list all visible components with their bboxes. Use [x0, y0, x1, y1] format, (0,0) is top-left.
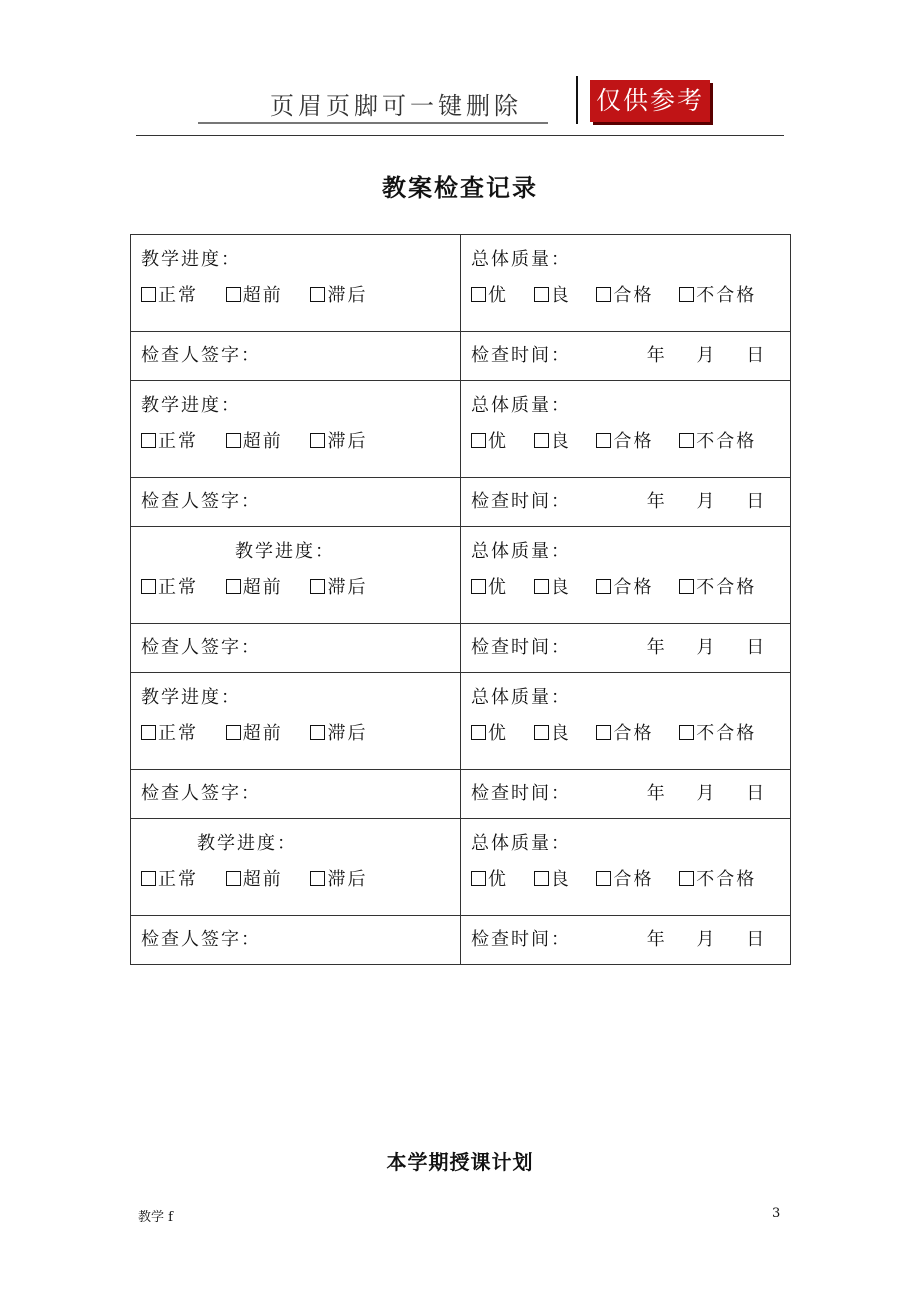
evaluation-row [131, 527, 791, 624]
checkbox[interactable] [226, 725, 241, 740]
checkbox[interactable] [679, 871, 694, 886]
evaluation-row [131, 819, 791, 916]
checkbox[interactable] [226, 433, 241, 448]
progress-option-normal[interactable]: 正常 [141, 867, 198, 893]
quality-options [471, 721, 790, 747]
quality-label: 总体质量： [471, 249, 571, 270]
quality-option-pass[interactable]: 合格 [596, 429, 653, 455]
checkbox[interactable] [471, 579, 486, 594]
time-label: 检查时间： [471, 491, 571, 512]
quality-option-fail[interactable]: 不合格 [679, 721, 756, 747]
date-month: 月 [696, 637, 717, 658]
quality-option-fail[interactable]: 不合格 [679, 575, 756, 601]
checkbox[interactable] [534, 287, 549, 302]
time-cell[interactable] [461, 770, 791, 819]
progress-option-ahead[interactable]: 超前 [226, 283, 283, 309]
quality-option-fail[interactable]: 不合格 [679, 283, 756, 309]
quality-options [471, 575, 790, 601]
progress-options [141, 867, 460, 893]
header-text: 页眉页脚可一键删除 [270, 92, 522, 120]
signature-row [131, 332, 791, 381]
quality-label: 总体质量： [471, 687, 571, 708]
signature-row [131, 624, 791, 673]
progress-option-ahead[interactable]: 超前 [226, 429, 283, 455]
date-month: 月 [696, 345, 717, 366]
quality-option-pass[interactable]: 合格 [596, 575, 653, 601]
page-number: 3 [772, 1206, 781, 1221]
quality-options [471, 283, 790, 309]
quality-cell [461, 381, 791, 478]
progress-option-normal[interactable]: 正常 [141, 283, 198, 309]
quality-option-excellent[interactable]: 优 [471, 575, 508, 601]
signer-label: 检查人签字： [141, 783, 261, 804]
quality-option-pass[interactable]: 合格 [596, 283, 653, 309]
signer-label: 检查人签字： [141, 637, 261, 658]
time-label: 检查时间： [471, 637, 571, 658]
time-cell[interactable] [461, 332, 791, 381]
progress-option-normal[interactable]: 正常 [141, 721, 198, 747]
evaluation-row [131, 381, 791, 478]
progress-label: 教学进度： [141, 687, 241, 708]
date-day: 日 [746, 783, 767, 804]
quality-option-good[interactable]: 良 [534, 429, 571, 455]
checkbox[interactable] [471, 287, 486, 302]
progress-label: 教学进度： [197, 833, 297, 854]
checkbox[interactable] [534, 579, 549, 594]
quality-option-good[interactable]: 良 [534, 721, 571, 747]
progress-cell [131, 527, 461, 624]
checkbox[interactable] [471, 725, 486, 740]
signer-label: 检查人签字： [141, 929, 261, 950]
quality-cell [461, 527, 791, 624]
reference-only-badge: 仅供参考 [590, 80, 710, 122]
quality-option-pass[interactable]: 合格 [596, 721, 653, 747]
time-label: 检查时间： [471, 345, 571, 366]
checkbox[interactable] [596, 433, 611, 448]
date-month: 月 [696, 929, 717, 950]
signature-row [131, 770, 791, 819]
progress-option-behind[interactable]: 滞后 [310, 867, 367, 893]
progress-option-behind[interactable]: 滞后 [310, 283, 367, 309]
quality-cell [461, 235, 791, 332]
progress-cell [131, 235, 461, 332]
signer-cell[interactable] [131, 770, 461, 819]
signer-label: 检查人签字： [141, 345, 261, 366]
quality-option-good[interactable]: 良 [534, 283, 571, 309]
checkbox[interactable] [310, 725, 325, 740]
quality-label: 总体质量： [471, 541, 571, 562]
header-divider [576, 76, 578, 124]
progress-cell [131, 381, 461, 478]
quality-option-excellent[interactable]: 优 [471, 429, 508, 455]
checkbox[interactable] [679, 579, 694, 594]
time-cell[interactable] [461, 916, 791, 965]
checkbox[interactable] [310, 871, 325, 886]
signer-cell[interactable] [131, 332, 461, 381]
progress-options [141, 429, 460, 455]
page-title: 教案检查记录 [382, 174, 538, 202]
checkbox[interactable] [310, 579, 325, 594]
date-month: 月 [696, 491, 717, 512]
progress-options [141, 721, 460, 747]
progress-label: 教学进度： [235, 541, 335, 562]
date-year: 年 [646, 929, 667, 950]
time-label: 检查时间： [471, 783, 571, 804]
checkbox[interactable] [534, 433, 549, 448]
signature-row [131, 916, 791, 965]
date-day: 日 [746, 637, 767, 658]
date-year: 年 [646, 637, 667, 658]
progress-option-behind[interactable]: 滞后 [310, 575, 367, 601]
progress-label: 教学进度： [141, 249, 241, 270]
signature-row [131, 478, 791, 527]
checkbox[interactable] [596, 579, 611, 594]
footer-left-text: 教学 f [138, 1210, 173, 1225]
checkbox[interactable] [141, 433, 156, 448]
quality-options [471, 867, 790, 893]
checkbox[interactable] [679, 725, 694, 740]
progress-option-ahead[interactable]: 超前 [226, 721, 283, 747]
date-day: 日 [746, 345, 767, 366]
checkbox[interactable] [141, 579, 156, 594]
checkbox[interactable] [310, 287, 325, 302]
quality-option-excellent[interactable]: 优 [471, 283, 508, 309]
checkbox[interactable] [141, 725, 156, 740]
quality-option-excellent[interactable]: 优 [471, 867, 508, 893]
progress-options [141, 575, 460, 601]
quality-option-excellent[interactable]: 优 [471, 721, 508, 747]
quality-options [471, 429, 790, 455]
page-header [0, 0, 920, 140]
checkbox[interactable] [141, 871, 156, 886]
quality-option-fail[interactable]: 不合格 [679, 867, 756, 893]
date-year: 年 [646, 783, 667, 804]
quality-cell [461, 673, 791, 770]
quality-option-good[interactable]: 良 [534, 575, 571, 601]
progress-option-behind[interactable]: 滞后 [310, 429, 367, 455]
date-year: 年 [646, 491, 667, 512]
progress-option-normal[interactable]: 正常 [141, 429, 198, 455]
progress-option-normal[interactable]: 正常 [141, 575, 198, 601]
date-day: 日 [746, 491, 767, 512]
evaluation-row [131, 673, 791, 770]
header-underline [198, 122, 548, 124]
checkbox[interactable] [596, 725, 611, 740]
checkbox[interactable] [226, 871, 241, 886]
quality-option-pass[interactable]: 合格 [596, 867, 653, 893]
progress-cell [131, 819, 461, 916]
quality-label: 总体质量： [471, 395, 571, 416]
signer-cell[interactable] [131, 916, 461, 965]
checkbox[interactable] [141, 287, 156, 302]
progress-option-ahead[interactable]: 超前 [226, 575, 283, 601]
progress-option-ahead[interactable]: 超前 [226, 867, 283, 893]
checkbox[interactable] [471, 433, 486, 448]
signer-label: 检查人签字： [141, 491, 261, 512]
inspection-record-table [130, 234, 791, 965]
checkbox[interactable] [596, 287, 611, 302]
checkbox[interactable] [310, 433, 325, 448]
time-cell[interactable] [461, 624, 791, 673]
date-year: 年 [646, 345, 667, 366]
progress-options [141, 283, 460, 309]
time-cell[interactable] [461, 478, 791, 527]
checkbox[interactable] [596, 871, 611, 886]
signer-cell[interactable] [131, 478, 461, 527]
date-month: 月 [696, 783, 717, 804]
checkbox[interactable] [226, 579, 241, 594]
checkbox[interactable] [534, 871, 549, 886]
progress-option-behind[interactable]: 滞后 [310, 721, 367, 747]
progress-label: 教学进度： [141, 395, 241, 416]
quality-label: 总体质量： [471, 833, 571, 854]
time-label: 检查时间： [471, 929, 571, 950]
quality-cell [461, 819, 791, 916]
progress-cell [131, 673, 461, 770]
quality-option-good[interactable]: 良 [534, 867, 571, 893]
checkbox[interactable] [679, 433, 694, 448]
checkbox[interactable] [679, 287, 694, 302]
header-rule [136, 135, 784, 136]
quality-option-fail[interactable]: 不合格 [679, 429, 756, 455]
checkbox[interactable] [226, 287, 241, 302]
checkbox[interactable] [534, 725, 549, 740]
date-day: 日 [746, 929, 767, 950]
section-title: 本学期授课计划 [386, 1150, 534, 1174]
checkbox[interactable] [471, 871, 486, 886]
signer-cell[interactable] [131, 624, 461, 673]
evaluation-row [131, 235, 791, 332]
